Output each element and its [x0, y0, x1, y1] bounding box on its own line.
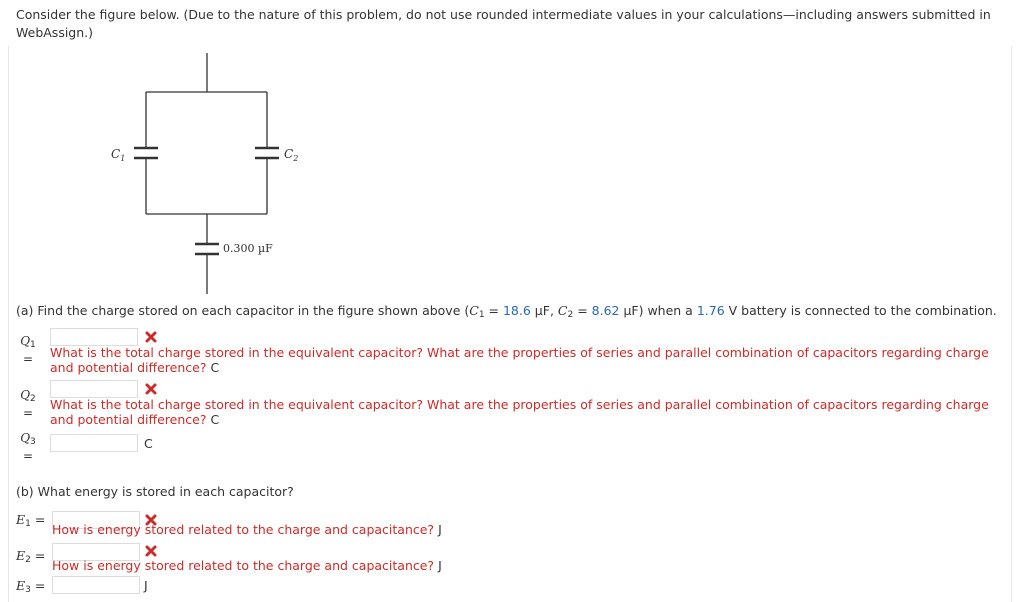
c1-label: $C_1$	[111, 147, 126, 163]
q2-hint: What is the total charge stored in the equivalent capacitor? What are the properties of series and parallel combination of capacitors regarding charge and potential difference? C	[50, 397, 989, 427]
e3-answer-input[interactable]	[52, 576, 140, 594]
answer-row-e2	[16, 548, 616, 578]
c2-label: $C_2$	[284, 147, 299, 163]
q1-answer-input[interactable]	[50, 328, 138, 346]
e2-label: $E_2$ =	[16, 548, 46, 565]
q1-label: $Q_1$ =	[20, 334, 36, 366]
x-mark-icon	[144, 330, 158, 344]
q3-unit: C	[144, 436, 153, 451]
e3-label: $E_3$ =	[16, 578, 46, 595]
answer-row-e1	[16, 512, 616, 542]
e1-label: $E_1$ =	[16, 512, 46, 529]
answer-row-q3	[16, 431, 316, 461]
part-b-question: (b) What energy is stored in each capacitor?	[16, 484, 294, 499]
x-mark-icon	[144, 382, 158, 396]
answer-row-e3	[16, 578, 316, 600]
c1-value: 18.6	[502, 303, 531, 318]
circuit-figure	[100, 48, 340, 298]
c2-value: 8.62	[591, 303, 620, 318]
battery-voltage: 1.76	[696, 303, 725, 318]
answer-row-q2	[16, 388, 1006, 432]
e1-hint: How is energy stored related to the charge and capacitance? J	[52, 522, 442, 537]
e3-unit: J	[144, 578, 148, 593]
q3-label: $Q_3$ =	[20, 431, 36, 463]
answer-row-q1	[16, 334, 1006, 378]
q3-answer-input[interactable]	[50, 434, 138, 452]
c3-label: 0.300 µF	[223, 242, 273, 255]
x-mark-icon	[144, 544, 158, 558]
e2-hint: How is energy stored related to the charge and capacitance? J	[52, 558, 442, 573]
problem-intro: Consider the figure below. (Due to the nature of this problem, do not use rounded intermediate values in your calculations—including answers submitted in WebAssign.)	[16, 7, 991, 40]
part-a-question: (a) Find the charge stored on each capacitor in the figure shown above ($C_1 = 18.6$ µF, $C_2 = 8.62$ µF) when a 1.76 V battery is connected to the combination.	[16, 303, 997, 320]
q2-label: $Q_2$ =	[20, 388, 36, 420]
q1-hint: What is the total charge stored in the equivalent capacitor? What are the properties of series and parallel combination of capacitors regarding charge and potential difference? C	[50, 345, 989, 375]
q2-answer-input[interactable]	[50, 380, 138, 398]
